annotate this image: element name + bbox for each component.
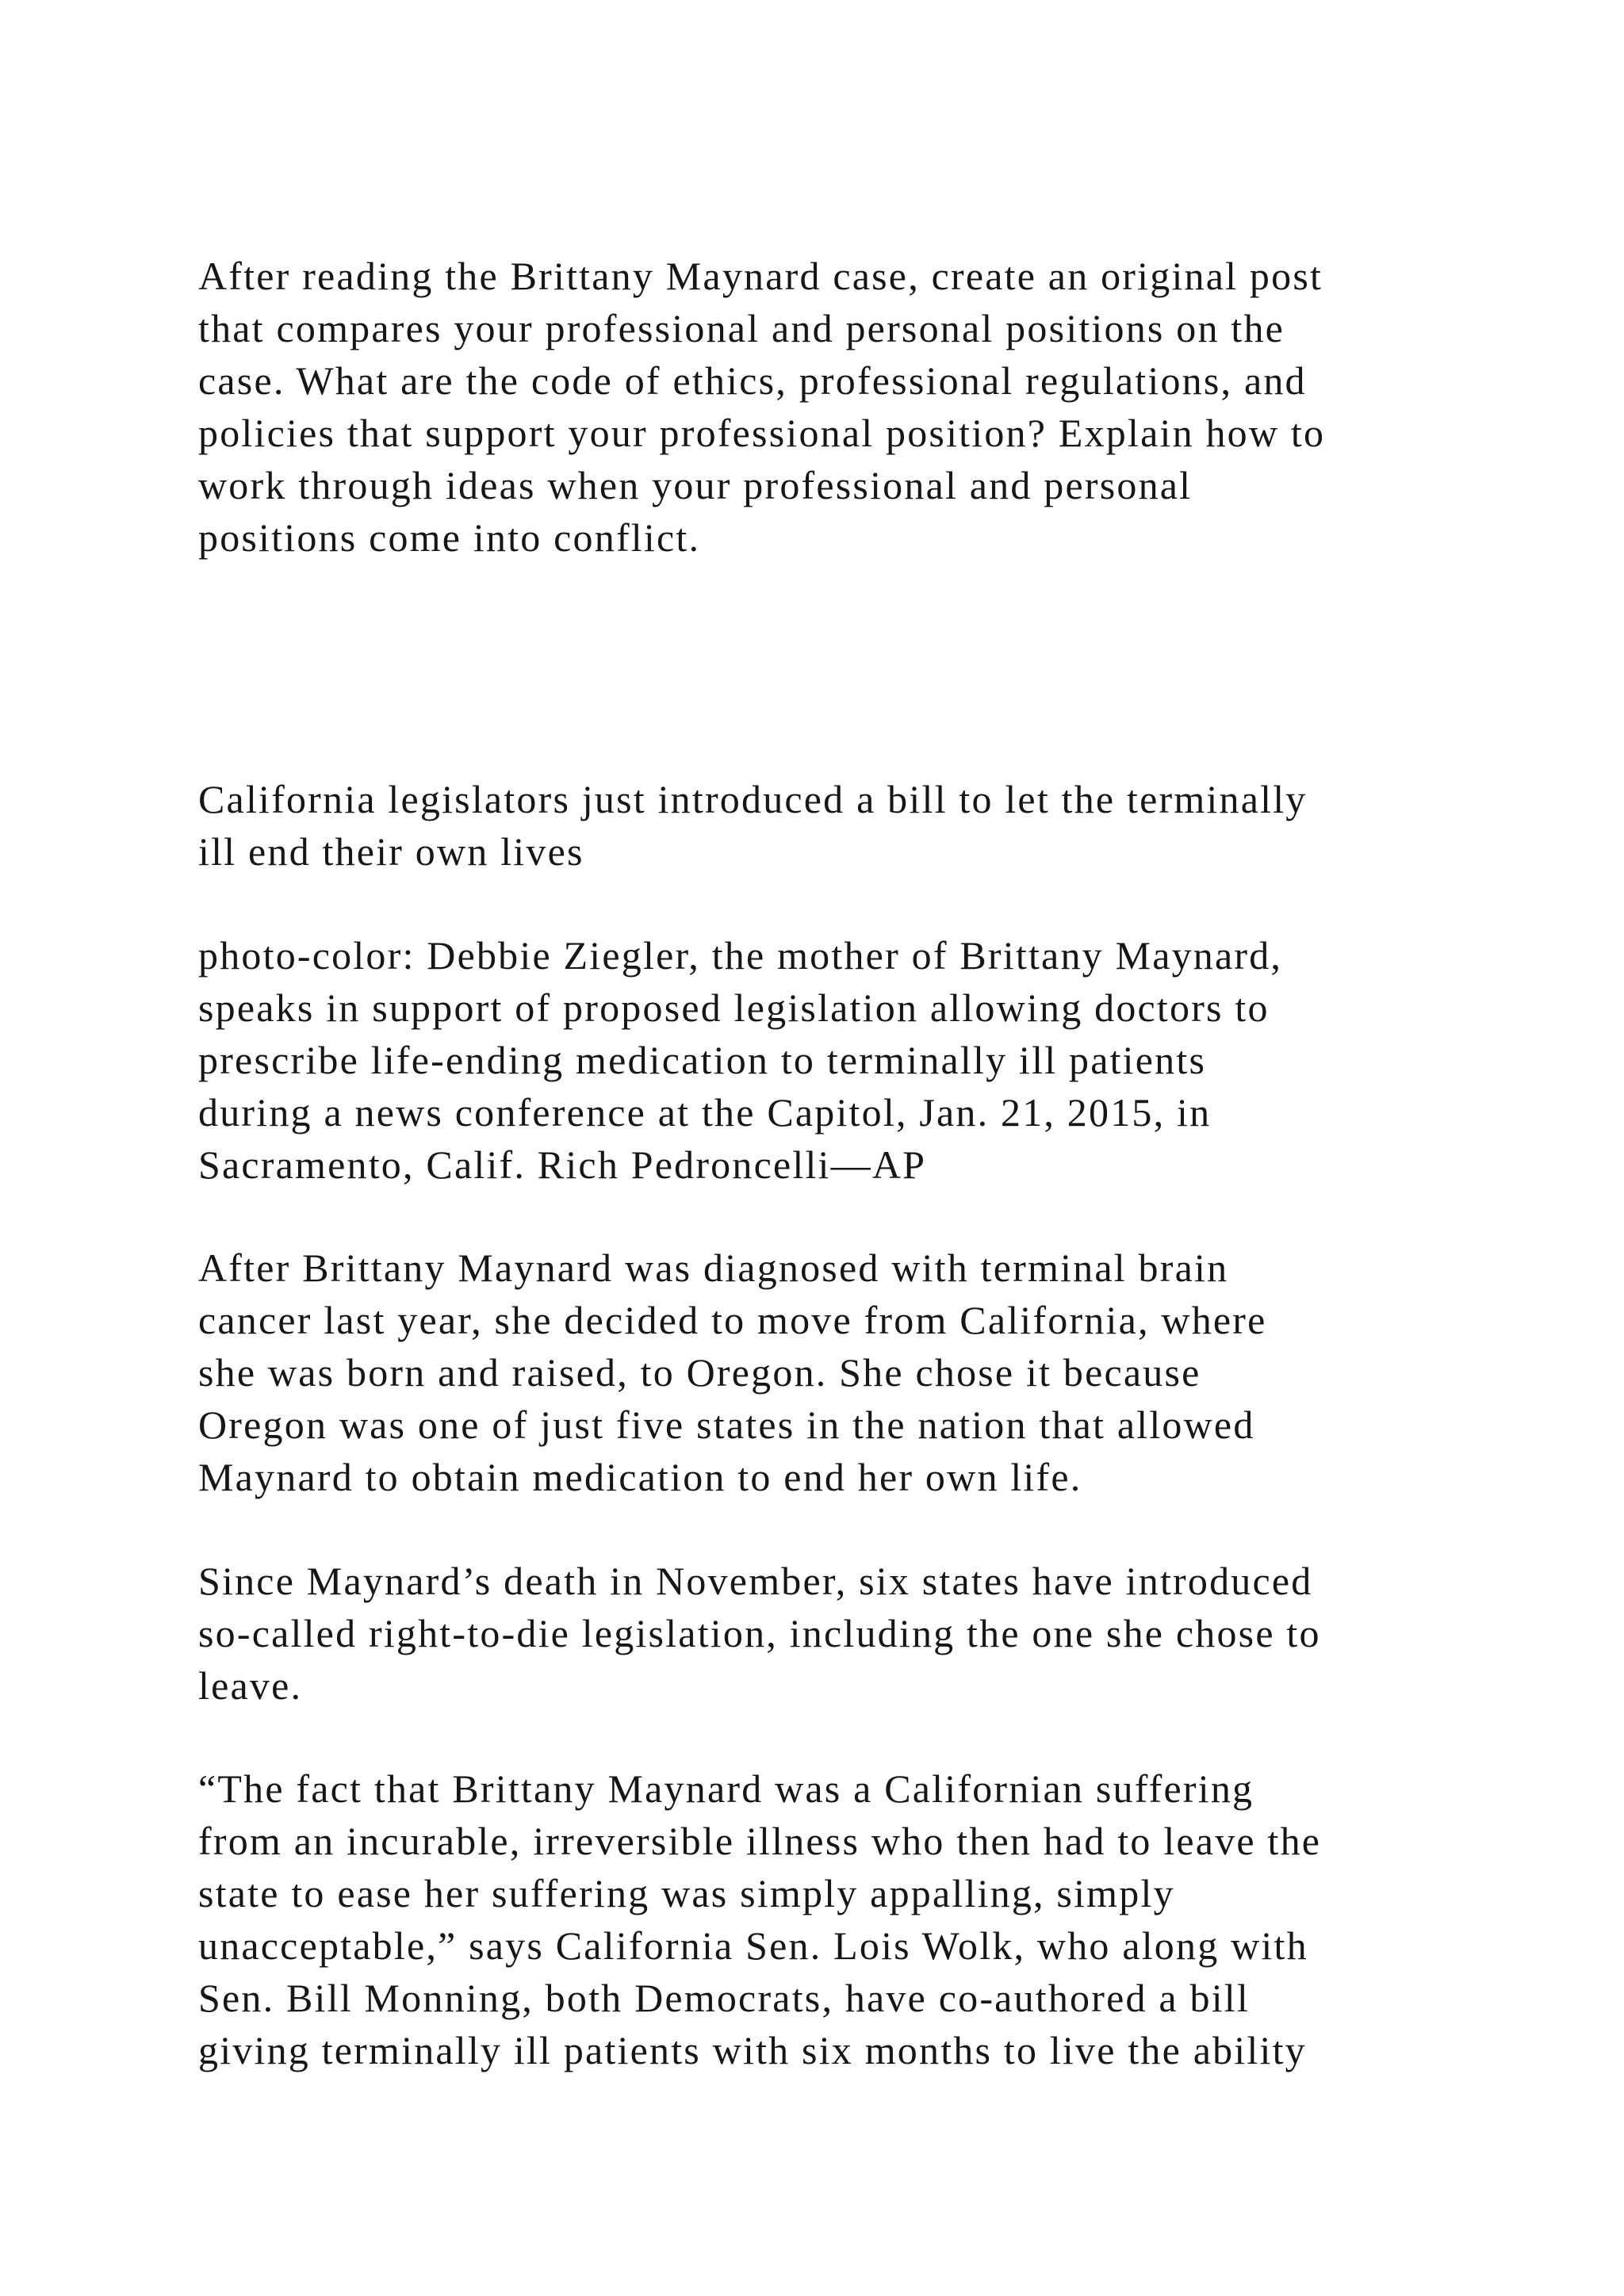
article-headline: California legislators just introduced a bill to let the terminally ill end their own lives (198, 777, 1308, 874)
article-paragraph: “The fact that Brittany Maynard was a Californian suffering from an incurable, irreversible illness who then had to leave the state to ease her suffering was simply appalling, simply unacceptable,” says California Sen. Lois Wolk, who along with Sen. Bill Monning, both Democrats, have co-authored a bill giving terminally ill patients with six months to live the ability (198, 1766, 1322, 2072)
article-paragraph: After Brittany Maynard was diagnosed with terminal brain cancer last year, she decided to move from California, where she was born and raised, to Oregon. She chose it because Oregon was one of just five states in the nation that allowed Maynard to obtain medication to end her own life. (198, 1246, 1267, 1499)
photo-caption: photo-color: Debbie Ziegler, the mother of Brittany Maynard, speaks in support of proposed legislation allowing doctors to prescribe life-ending medication to terminally ill patients during a news conference at the Capitol, Jan. 21, 2015, in Sacramento, Calif. Rich Pedroncelli—AP (198, 933, 1283, 1187)
article-paragraph: Since Maynard’s death in November, six states have introduced so-called right-to-die legislation, including the one she chose to leave. (198, 1559, 1321, 1708)
assignment-prompt: After reading the Brittany Maynard case, create an original post that compares your professional and personal positions on the case. What are the code of ethics, professional regulations, and policies that support your professional position? Explain how to work through ideas when your professional and personal positions come into conflict. (198, 254, 1326, 560)
